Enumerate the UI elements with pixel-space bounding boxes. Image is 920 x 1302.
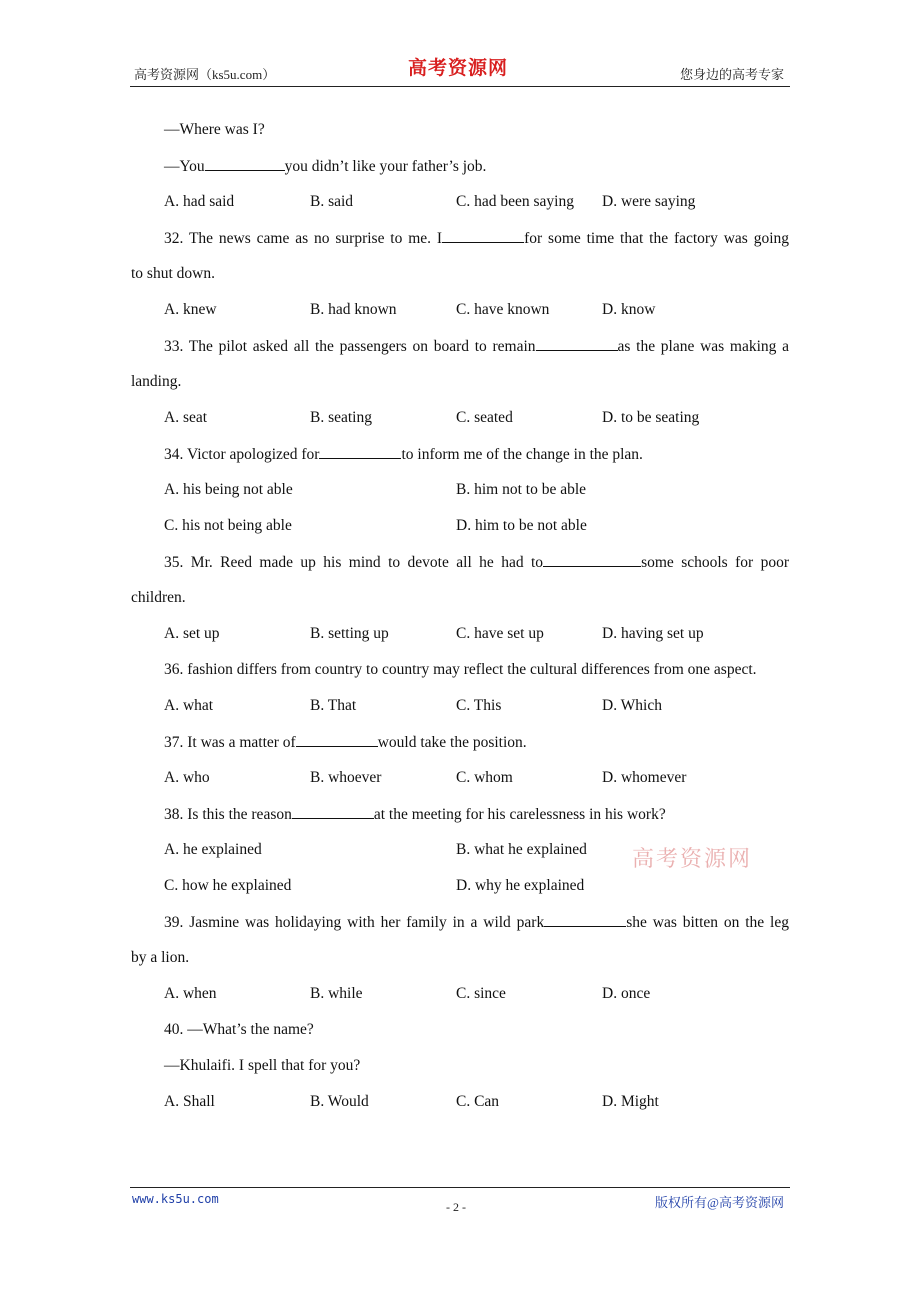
option-c: C. his not being able bbox=[164, 517, 292, 534]
q39-stem: 39. Jasmine was holidaying with her family in a wild park she was bitten on the leg bbox=[131, 904, 789, 940]
option-b: B. whoever bbox=[310, 769, 382, 786]
option-b: B. him not to be able bbox=[456, 481, 587, 498]
q36-options bbox=[131, 688, 789, 724]
option-a: A. seat bbox=[164, 409, 208, 426]
answer-blank bbox=[319, 436, 401, 459]
exam-content bbox=[131, 112, 789, 1120]
option-a: A. Shall bbox=[164, 1093, 215, 1110]
page-number: - 2 - bbox=[446, 1200, 466, 1214]
option-b: B. Would bbox=[310, 1093, 369, 1110]
option-d: D. Might bbox=[602, 1093, 659, 1110]
option-c: C. This bbox=[456, 697, 502, 714]
option-a: A. what bbox=[164, 697, 214, 714]
answer-blank bbox=[292, 796, 374, 819]
q33-stem: 33. The pilot asked all the passengers on board to remain as the plane was making a bbox=[131, 328, 789, 364]
option-b: B. while bbox=[310, 985, 363, 1002]
q35-stem-continued: children. bbox=[131, 589, 186, 606]
option-c: C. Can bbox=[456, 1093, 500, 1110]
option-c: C. seated bbox=[456, 409, 513, 426]
q35-stem: 35. Mr. Reed made up his mind to devote all he had to some schools for poor bbox=[131, 544, 789, 580]
answer-blank bbox=[296, 724, 378, 747]
q32-stem: 32. The news came as no surprise to me. I for some time that the factory was going bbox=[131, 220, 789, 256]
option-c: C. have known bbox=[456, 301, 550, 318]
q31-options bbox=[131, 184, 789, 220]
answer-blank bbox=[442, 220, 524, 243]
option-b: B. said bbox=[310, 193, 354, 210]
page-header bbox=[130, 52, 790, 87]
q39-stem-continued: by a lion. bbox=[131, 949, 190, 966]
q33-stem-continued: landing. bbox=[131, 373, 182, 390]
footer-site-link[interactable]: www.ks5u.com bbox=[132, 1192, 219, 1206]
q38-options-row2 bbox=[131, 868, 789, 904]
answer-blank bbox=[544, 904, 626, 927]
q37-options bbox=[131, 760, 789, 796]
q32-stem-continued: to shut down. bbox=[131, 265, 215, 282]
option-a: A. he explained bbox=[164, 841, 262, 858]
option-d: D. were saying bbox=[602, 193, 696, 210]
q39-options bbox=[131, 976, 789, 1012]
option-c: C. had been saying bbox=[456, 193, 574, 210]
q40-dialog-line: 40. —What’s the name? bbox=[164, 1021, 314, 1038]
option-c: C. how he explained bbox=[164, 877, 292, 894]
option-c: C. whom bbox=[456, 769, 513, 786]
option-d: D. having set up bbox=[602, 625, 704, 642]
option-b: B. seating bbox=[310, 409, 372, 426]
option-c: C. have set up bbox=[456, 625, 544, 642]
q31-dialog-line: —Where was I? bbox=[164, 121, 265, 138]
option-b: B. That bbox=[310, 697, 357, 714]
answer-blank bbox=[543, 544, 641, 567]
watermark: 高考资源网 bbox=[632, 847, 753, 872]
option-a: A. set up bbox=[164, 625, 220, 642]
q40-options bbox=[131, 1084, 789, 1120]
q32-options bbox=[131, 292, 789, 328]
q36-stem: 36. fashion differs from country to country may reflect the cultural differences from one aspect. bbox=[164, 661, 757, 678]
option-b: B. setting up bbox=[310, 625, 389, 642]
option-a: A. who bbox=[164, 769, 210, 786]
q34-options-row1 bbox=[131, 472, 789, 508]
option-d: D. him to be not able bbox=[456, 517, 587, 534]
option-a: A. knew bbox=[164, 301, 217, 318]
answer-blank bbox=[205, 148, 285, 171]
q34-options-row2 bbox=[131, 508, 789, 544]
option-a: A. his being not able bbox=[164, 481, 293, 498]
q34-stem: 34. Victor apologized for to inform me of the change in the plan. bbox=[131, 436, 789, 472]
option-d: D. to be seating bbox=[602, 409, 700, 426]
option-a: A. had said bbox=[164, 193, 235, 210]
header-brand-logo: 高考资源网 bbox=[408, 58, 509, 79]
option-b: B. had known bbox=[310, 301, 397, 318]
q35-options bbox=[131, 616, 789, 652]
q40-dialog-line-2: —Khulaifi. I spell that for you? bbox=[164, 1057, 361, 1074]
answer-blank bbox=[536, 328, 618, 351]
option-d: D. once bbox=[602, 985, 651, 1002]
page-footer bbox=[130, 1187, 790, 1228]
option-a: A. when bbox=[164, 985, 217, 1002]
q37-stem: 37. It was a matter of would take the position. bbox=[131, 724, 789, 760]
q38-stem: 38. Is this the reason at the meeting for his carelessness in his work? bbox=[131, 796, 789, 832]
footer-copyright: 版权所有@高考资源网 bbox=[655, 1195, 784, 1210]
header-slogan: 您身边的高考专家 bbox=[679, 67, 784, 82]
option-d: D. Which bbox=[602, 697, 662, 714]
option-d: D. know bbox=[602, 301, 656, 318]
header-site-name: 高考资源网（ks5u.com） bbox=[134, 67, 276, 82]
option-d: D. whomever bbox=[602, 769, 687, 786]
option-d: D. why he explained bbox=[456, 877, 585, 894]
q31-stem: —You you didn’t like your father’s job. bbox=[131, 148, 789, 184]
option-b: B. what he explained bbox=[456, 841, 587, 858]
option-c: C. since bbox=[456, 985, 506, 1002]
q33-options bbox=[131, 400, 789, 436]
